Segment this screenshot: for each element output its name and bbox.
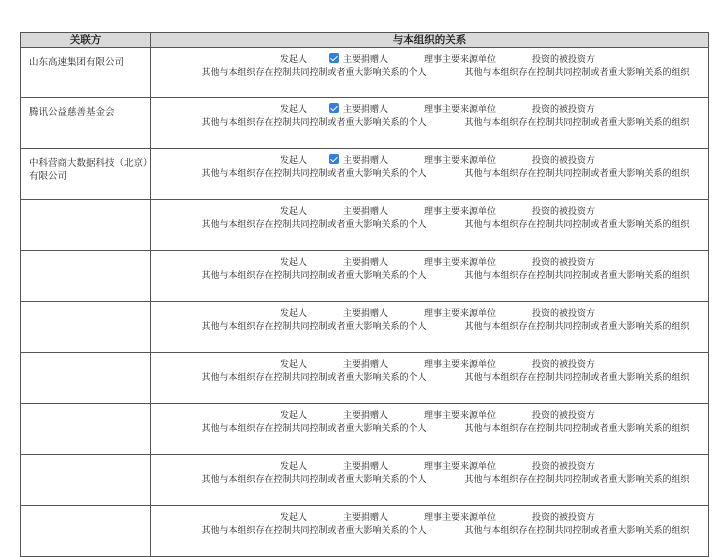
relationship-option[interactable] [329, 53, 388, 67]
related-party-name [21, 251, 151, 302]
relationship-options-line-2 [151, 218, 708, 230]
checked-checkbox-icon[interactable] [329, 103, 339, 113]
relationship-option-label: 发起人 [279, 258, 307, 268]
relationship-option-label: 其他与本组织存在控制共同控制或者重大影响关系的组织 [464, 475, 690, 485]
relationship-option[interactable] [518, 460, 595, 474]
relationship-option[interactable] [451, 116, 690, 129]
unchecked-checkbox-icon[interactable] [266, 358, 276, 368]
relationship-option-label: 主要捐赠人 [342, 309, 388, 319]
unchecked-checkbox-icon[interactable] [518, 53, 528, 63]
table-row [21, 455, 709, 506]
relationship-option-label: 其他与本组织存在控制共同控制或者重大影响关系的个人 [201, 68, 427, 78]
table-row [21, 200, 709, 251]
unchecked-checkbox-icon[interactable] [266, 103, 276, 113]
relationship-option-label: 主要捐赠人 [342, 156, 388, 166]
relationship-option[interactable] [410, 53, 496, 67]
table-row [21, 353, 709, 404]
unchecked-checkbox-icon[interactable] [410, 154, 420, 164]
relationship-option[interactable] [410, 307, 496, 321]
relationship-option[interactable] [187, 167, 426, 180]
relationship-option[interactable] [451, 218, 690, 231]
relationship-option-label: 发起人 [279, 309, 307, 319]
relationship-option-label: 主要捐赠人 [342, 105, 388, 115]
relationship-option[interactable] [266, 358, 307, 372]
relationship-option[interactable] [410, 103, 496, 117]
related-party-name [21, 302, 151, 353]
relationship-option[interactable] [410, 205, 496, 219]
unchecked-checkbox-icon[interactable] [451, 167, 461, 177]
unchecked-checkbox-icon[interactable] [410, 103, 420, 113]
relationship-option-label: 主要捐赠人 [342, 258, 388, 268]
table-header-row [21, 33, 709, 48]
relationship-options-line-1 [151, 460, 708, 473]
relationship-option[interactable] [518, 409, 595, 423]
relationship-option[interactable] [518, 358, 595, 372]
relationship-option-label: 主要捐赠人 [342, 207, 388, 217]
related-party-name: 中科营商大数据科技（北京）有限公司 [21, 149, 151, 200]
header-related-party: 关联方 [21, 33, 151, 48]
unchecked-checkbox-icon[interactable] [329, 307, 339, 317]
relationship-option[interactable] [187, 524, 426, 537]
table-row [21, 302, 709, 353]
unchecked-checkbox-icon[interactable] [410, 53, 420, 63]
unchecked-checkbox-icon[interactable] [451, 116, 461, 126]
unchecked-checkbox-icon[interactable] [451, 218, 461, 228]
relationship-options-line-2 [151, 320, 708, 332]
table-row [21, 404, 709, 455]
relationship-option[interactable] [518, 307, 595, 321]
relationship-option-label: 投资的被投资方 [532, 55, 596, 65]
unchecked-checkbox-icon[interactable] [451, 371, 461, 381]
relationship-option[interactable] [518, 256, 595, 270]
relationship-options-line-1 [151, 358, 708, 371]
related-party-name [21, 404, 151, 455]
unchecked-checkbox-icon[interactable] [187, 422, 197, 432]
unchecked-checkbox-icon[interactable] [410, 409, 420, 419]
related-party-table [20, 32, 709, 557]
unchecked-checkbox-icon[interactable] [451, 524, 461, 534]
related-party-name [21, 200, 151, 251]
relationship-option[interactable] [329, 460, 388, 474]
related-party-name [21, 353, 151, 404]
relationship-option-label: 投资的被投资方 [532, 258, 596, 268]
relationship-option[interactable] [187, 473, 426, 486]
relationship-option[interactable] [187, 66, 426, 79]
relationship-options-line-2 [151, 422, 708, 434]
relationship-option[interactable] [329, 409, 388, 423]
relationship-options [151, 251, 709, 302]
unchecked-checkbox-icon[interactable] [187, 66, 197, 76]
relationship-option[interactable] [266, 511, 307, 525]
relationship-option-label: 其他与本组织存在控制共同控制或者重大影响关系的个人 [201, 424, 427, 434]
relationship-options-line-2 [151, 66, 708, 78]
relationship-option[interactable] [187, 218, 426, 231]
relationship-option-label: 其他与本组织存在控制共同控制或者重大影响关系的个人 [201, 271, 427, 281]
relationship-options [151, 404, 709, 455]
relationship-option[interactable] [451, 66, 690, 79]
related-party-name: 腾讯公益慈善基金会 [21, 98, 151, 149]
relationship-option-label: 投资的被投资方 [532, 207, 596, 217]
relationship-option[interactable] [187, 371, 426, 384]
checked-checkbox-icon[interactable] [329, 53, 339, 63]
table-row [21, 98, 709, 149]
relationship-option-label: 其他与本组织存在控制共同控制或者重大影响关系的组织 [464, 322, 690, 332]
relationship-option-label: 理事主要来源单位 [424, 360, 497, 370]
relationship-option-label: 其他与本组织存在控制共同控制或者重大影响关系的个人 [201, 322, 427, 332]
table-body [21, 48, 709, 557]
relationship-option[interactable] [266, 53, 307, 67]
unchecked-checkbox-icon[interactable] [187, 473, 197, 483]
unchecked-checkbox-icon[interactable] [518, 358, 528, 368]
relationship-option-label: 发起人 [279, 360, 307, 370]
unchecked-checkbox-icon[interactable] [329, 409, 339, 419]
header-relationship: 与本组织的关系 [151, 33, 709, 48]
relationship-option[interactable] [266, 409, 307, 423]
relationship-option-label: 其他与本组织存在控制共同控制或者重大影响关系的个人 [201, 373, 427, 383]
unchecked-checkbox-icon[interactable] [329, 256, 339, 266]
unchecked-checkbox-icon[interactable] [451, 422, 461, 432]
relationship-option-label: 其他与本组织存在控制共同控制或者重大影响关系的组织 [464, 373, 690, 383]
relationship-options-line-2 [151, 371, 708, 383]
related-party-name [21, 506, 151, 557]
relationship-options-line-1 [151, 154, 708, 167]
relationship-option-label: 其他与本组织存在控制共同控制或者重大影响关系的个人 [201, 526, 427, 536]
unchecked-checkbox-icon[interactable] [518, 205, 528, 215]
relationship-option-label: 投资的被投资方 [532, 411, 596, 421]
unchecked-checkbox-icon[interactable] [187, 218, 197, 228]
relationship-option[interactable] [266, 205, 307, 219]
relationship-option-label: 其他与本组织存在控制共同控制或者重大影响关系的组织 [464, 169, 690, 179]
relationship-option-label: 主要捐赠人 [342, 462, 388, 472]
unchecked-checkbox-icon[interactable] [329, 460, 339, 470]
relationship-options-line-2 [151, 167, 708, 179]
related-party-name [21, 455, 151, 506]
relationship-option[interactable] [329, 256, 388, 270]
relationship-options-line-1 [151, 205, 708, 218]
relationship-option[interactable] [410, 409, 496, 423]
relationship-option-label: 理事主要来源单位 [424, 411, 497, 421]
relationship-options-line-1 [151, 103, 708, 116]
relationship-option-label: 发起人 [279, 156, 307, 166]
relationship-option[interactable] [187, 422, 426, 435]
relationship-option-label: 投资的被投资方 [532, 513, 596, 523]
relationship-option[interactable] [451, 422, 690, 435]
unchecked-checkbox-icon[interactable] [266, 53, 276, 63]
table-row [21, 149, 709, 200]
relationship-option-label: 其他与本组织存在控制共同控制或者重大影响关系的组织 [464, 424, 690, 434]
unchecked-checkbox-icon[interactable] [187, 116, 197, 126]
relationship-options-line-1 [151, 256, 708, 269]
relationship-option-label: 其他与本组织存在控制共同控制或者重大影响关系的个人 [201, 118, 427, 128]
relationship-option-label: 投资的被投资方 [532, 309, 596, 319]
relationship-option-label: 理事主要来源单位 [424, 309, 497, 319]
relationship-option[interactable] [266, 460, 307, 474]
relationship-option-label: 其他与本组织存在控制共同控制或者重大影响关系的个人 [201, 220, 427, 230]
unchecked-checkbox-icon[interactable] [187, 269, 197, 279]
relationship-option[interactable] [187, 116, 426, 129]
relationship-option-label: 理事主要来源单位 [424, 55, 497, 65]
unchecked-checkbox-icon[interactable] [187, 320, 197, 330]
unchecked-checkbox-icon[interactable] [518, 307, 528, 317]
unchecked-checkbox-icon[interactable] [266, 460, 276, 470]
relationship-option-label: 主要捐赠人 [342, 513, 388, 523]
relationship-option-label: 其他与本组织存在控制共同控制或者重大影响关系的组织 [464, 118, 690, 128]
relationship-option-label: 理事主要来源单位 [424, 207, 497, 217]
relationship-options [151, 302, 709, 353]
relationship-option[interactable] [410, 511, 496, 525]
relationship-option[interactable] [187, 320, 426, 333]
unchecked-checkbox-icon[interactable] [518, 154, 528, 164]
unchecked-checkbox-icon[interactable] [451, 66, 461, 76]
relationship-option-label: 其他与本组织存在控制共同控制或者重大影响关系的组织 [464, 68, 690, 78]
relationship-option-label: 理事主要来源单位 [424, 156, 497, 166]
relationship-option[interactable] [518, 103, 595, 117]
unchecked-checkbox-icon[interactable] [518, 103, 528, 113]
relationship-option[interactable] [518, 511, 595, 525]
relationship-options-line-1 [151, 409, 708, 422]
unchecked-checkbox-icon[interactable] [266, 256, 276, 266]
unchecked-checkbox-icon[interactable] [266, 205, 276, 215]
relationship-options-line-1 [151, 53, 708, 66]
relationship-option[interactable] [266, 256, 307, 270]
relationship-option[interactable] [329, 358, 388, 372]
unchecked-checkbox-icon[interactable] [329, 205, 339, 215]
relationship-options-line-2 [151, 116, 708, 128]
relationship-option-label: 其他与本组织存在控制共同控制或者重大影响关系的个人 [201, 169, 427, 179]
relationship-option[interactable] [266, 103, 307, 117]
relationship-options-line-2 [151, 269, 708, 281]
unchecked-checkbox-icon[interactable] [451, 320, 461, 330]
unchecked-checkbox-icon[interactable] [451, 269, 461, 279]
relationship-options-line-2 [151, 524, 708, 536]
unchecked-checkbox-icon[interactable] [266, 307, 276, 317]
relationship-option[interactable] [266, 307, 307, 321]
relationship-option-label: 其他与本组织存在控制共同控制或者重大影响关系的组织 [464, 271, 690, 281]
relationship-option[interactable] [329, 307, 388, 321]
relationship-option[interactable] [451, 473, 690, 486]
relationship-option-label: 理事主要来源单位 [424, 258, 497, 268]
relationship-option[interactable] [187, 269, 426, 282]
relationship-option-label: 理事主要来源单位 [424, 462, 497, 472]
unchecked-checkbox-icon[interactable] [410, 358, 420, 368]
table-row [21, 506, 709, 557]
relationship-option-label: 主要捐赠人 [342, 55, 388, 65]
relationship-option-label: 发起人 [279, 411, 307, 421]
unchecked-checkbox-icon[interactable] [410, 307, 420, 317]
table-row [21, 251, 709, 302]
relationship-option-label: 其他与本组织存在控制共同控制或者重大影响关系的个人 [201, 475, 427, 485]
unchecked-checkbox-icon[interactable] [329, 358, 339, 368]
relationship-option-label: 发起人 [279, 207, 307, 217]
unchecked-checkbox-icon[interactable] [410, 205, 420, 215]
relationship-option-label: 理事主要来源单位 [424, 105, 497, 115]
unchecked-checkbox-icon[interactable] [451, 473, 461, 483]
unchecked-checkbox-icon[interactable] [266, 409, 276, 419]
relationship-option-label: 主要捐赠人 [342, 411, 388, 421]
relationship-options [151, 455, 709, 506]
unchecked-checkbox-icon[interactable] [410, 256, 420, 266]
checked-checkbox-icon[interactable] [329, 154, 339, 164]
relationship-option[interactable] [451, 371, 690, 384]
relationship-options [151, 98, 709, 149]
relationship-options [151, 149, 709, 200]
relationship-option-label: 其他与本组织存在控制共同控制或者重大影响关系的组织 [464, 526, 690, 536]
relationship-option[interactable] [410, 358, 496, 372]
unchecked-checkbox-icon[interactable] [410, 460, 420, 470]
unchecked-checkbox-icon[interactable] [187, 167, 197, 177]
relationship-options [151, 506, 709, 557]
relationship-option-label: 其他与本组织存在控制共同控制或者重大影响关系的组织 [464, 220, 690, 230]
related-party-name: 山东高速集团有限公司 [21, 48, 151, 98]
relationship-options [151, 48, 709, 98]
unchecked-checkbox-icon[interactable] [187, 524, 197, 534]
relationship-option[interactable] [329, 511, 388, 525]
relationship-option[interactable] [518, 205, 595, 219]
unchecked-checkbox-icon[interactable] [518, 409, 528, 419]
relationship-option-label: 发起人 [279, 513, 307, 523]
relationship-option-label: 发起人 [279, 105, 307, 115]
table-row [21, 48, 709, 98]
relationship-options-line-1 [151, 307, 708, 320]
relationship-option[interactable] [451, 320, 690, 333]
relationship-option-label: 投资的被投资方 [532, 462, 596, 472]
relationship-option[interactable] [518, 154, 595, 168]
relationship-option-label: 理事主要来源单位 [424, 513, 497, 523]
relationship-option[interactable] [329, 205, 388, 219]
relationship-options [151, 353, 709, 404]
relationship-options-line-2 [151, 473, 708, 485]
relationship-option[interactable] [410, 256, 496, 270]
relationship-option[interactable] [451, 167, 690, 180]
relationship-option-label: 主要捐赠人 [342, 360, 388, 370]
relationship-option-label: 投资的被投资方 [532, 105, 596, 115]
relationship-option[interactable] [410, 154, 496, 168]
relationship-option-label: 发起人 [279, 55, 307, 65]
relationship-option[interactable] [410, 460, 496, 474]
unchecked-checkbox-icon[interactable] [518, 256, 528, 266]
relationship-option[interactable] [266, 154, 307, 168]
relationship-option-label: 投资的被投资方 [532, 360, 596, 370]
relationship-option[interactable] [451, 269, 690, 282]
relationship-option[interactable] [329, 103, 388, 117]
unchecked-checkbox-icon[interactable] [187, 371, 197, 381]
relationship-option[interactable] [329, 154, 388, 168]
relationship-option-label: 投资的被投资方 [532, 156, 596, 166]
relationship-options [151, 200, 709, 251]
relationship-option[interactable] [451, 524, 690, 537]
unchecked-checkbox-icon[interactable] [518, 460, 528, 470]
relationship-option[interactable] [518, 53, 595, 67]
unchecked-checkbox-icon[interactable] [266, 154, 276, 164]
relationship-option-label: 发起人 [279, 462, 307, 472]
